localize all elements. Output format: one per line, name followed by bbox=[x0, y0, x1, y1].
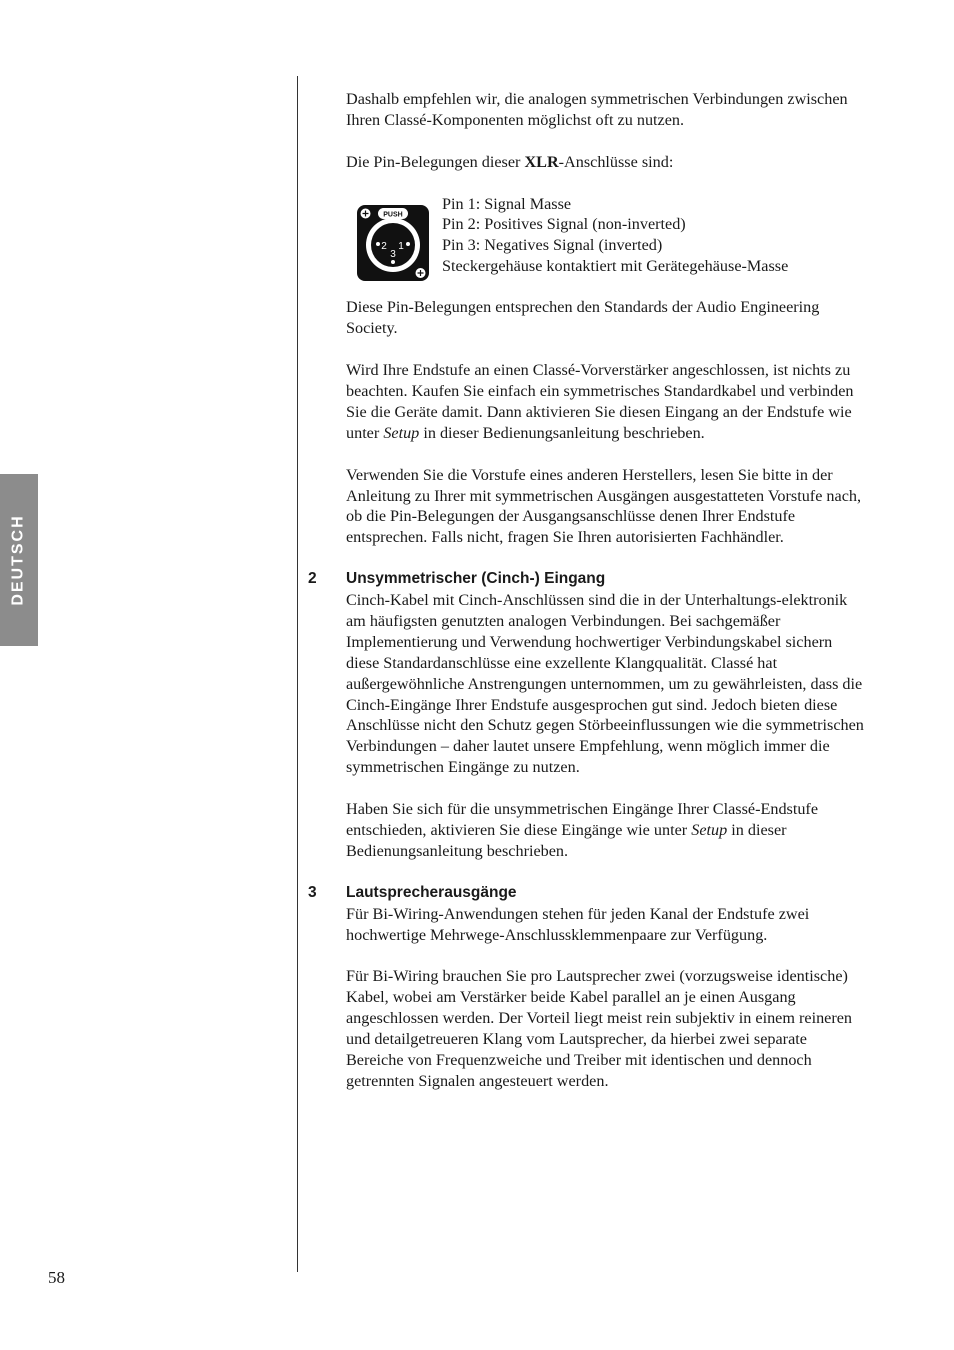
pin-list-item: Steckergehäuse kontaktiert mit Gerätegehäuse-Masse bbox=[442, 257, 789, 276]
pin-list-item: Pin 3: Negatives Signal (inverted) bbox=[442, 236, 663, 255]
xlr-connector-icon bbox=[356, 204, 430, 282]
pin-list-item: Pin 1: Signal Masse bbox=[442, 194, 572, 213]
classe-pre-before: Wird Ihre Endstufe an einen Classé-Vorverstärker angeschlossen, ist nichts zu beachten. Kaufen Sie einfach ein symmetrisches Standardkabel und verbinden Sie die Geräte damit. Dann aktivieren Sie diesen Eingang an der Endstufe wie unter bbox=[346, 361, 854, 442]
pin-list-item: Pin 2: Positives Signal (non-inverted) bbox=[442, 215, 686, 234]
section-body: Cinch-Kabel mit Cinch-Anschlüssen sind die in der Unterhaltungs-elektronik am häufigsten genutzten analogen Verbindungen. Bei sachgemäßer Implementierung und Verwendung hochwertiger Verbindungskabel sichern diese Standardanschlüsse eine exzellente Klangqualität. Classé hat außergewöhnliche Anstrengungen unternommen, um zu gewährleisten, dass die Cinch-Eingänge Ihrer Endstufe ausgesprochen gut sind. Jedoch bieten diese Anschlüsse nicht den Schutz gegen Störbeeinflussungen wie die symmetrischen Verbindungen – daher lautet unsere Empfehlung, wenn möglich immer die symmetrischen Eingänge zu nutzen. bbox=[346, 591, 864, 777]
section-followup-paragraph: Für Bi-Wiring brauchen Sie pro Lautsprecher zwei (vorzugsweise identische) Kabel, wobei am Verstärker beide Kabel parallel an je einen Ausgang angeschlossen werden. Der Vorteil liegt meist rein subjektiv in einem reineren und detailgetreueren Klang vom Lautsprecher, da hierbei zwei separate Bereiche von Frequenzweiche und Treiber mit identischen und dennoch getrennten Signalen angesteuert werden. bbox=[346, 967, 853, 1090]
pin-3-label: 3 bbox=[390, 248, 396, 260]
section-title: Lautsprecherausgänge bbox=[346, 883, 517, 901]
xlr-term: XLR bbox=[524, 152, 559, 171]
column-divider bbox=[297, 76, 298, 1272]
section-body: Für Bi-Wiring-Anwendungen stehen für jeden Kanal der Endstufe zwei hochwertige Mehrwege-Anschlussklemmenpaare zur Verfügung. bbox=[346, 904, 810, 944]
pin-2-label: 2 bbox=[381, 240, 387, 252]
setup-reference: Setup bbox=[383, 423, 420, 442]
section-followup-paragraph bbox=[346, 799, 866, 862]
classe-preamp-paragraph bbox=[346, 360, 866, 444]
followup-before: Haben Sie sich für die unsymmetrischen Eingänge Ihrer Classé-Endstufe entschieden, aktivieren Sie diese Eingänge wie unter bbox=[346, 800, 818, 839]
section-number: 3 bbox=[308, 883, 317, 901]
pin-intro-before: Die Pin-Belegungen dieser bbox=[346, 152, 525, 171]
language-tab-label: DEUTSCH bbox=[10, 514, 27, 606]
classe-pre-after: in dieser Bedienungsanleitung beschrieben. bbox=[419, 423, 705, 442]
main-content bbox=[308, 89, 866, 1113]
intro-paragraph: Dashalb empfehlen wir, die analogen symmetrischen Verbindungen zwischen Ihren Classé-Komponenten möglichst oft zu nutzen. bbox=[346, 90, 848, 129]
pin-intro-paragraph bbox=[346, 152, 866, 173]
aes-note-paragraph: Diese Pin-Belegungen entsprechen den Standards der Audio Engineering Society. bbox=[346, 298, 820, 338]
section-unbalanced-input bbox=[308, 569, 866, 862]
followup-after: in dieser Bedienungsanleitung beschrieben. bbox=[346, 820, 787, 860]
pin-intro-after: -Anschlüsse sind: bbox=[558, 152, 674, 171]
other-preamp-paragraph: Verwenden Sie die Vorstufe eines anderen Herstellers, lesen Sie bitte in der Anleitung zu Ihrer mit symmetrischen Ausgängen ausgestatteten Vorstufe nach, ob die Pin-Belegungen der Ausgangsanschlüsse denen Ihrer Endstufe entsprechen. Falls nicht, fragen Sie Ihren autorisierten Fachhändler. bbox=[346, 465, 862, 547]
page-number: 58 bbox=[48, 1268, 65, 1287]
pin-assignment-block bbox=[346, 194, 866, 277]
section-speaker-outputs bbox=[308, 883, 866, 1092]
setup-reference: Setup bbox=[691, 820, 728, 839]
push-label: PUSH bbox=[383, 211, 403, 218]
section-title: Unsymmetrischer (Cinch-) Eingang bbox=[346, 570, 606, 588]
pin-1-label: 1 bbox=[398, 240, 404, 252]
language-tab bbox=[0, 474, 38, 646]
pin-list bbox=[442, 194, 788, 278]
section-number: 2 bbox=[308, 570, 317, 588]
